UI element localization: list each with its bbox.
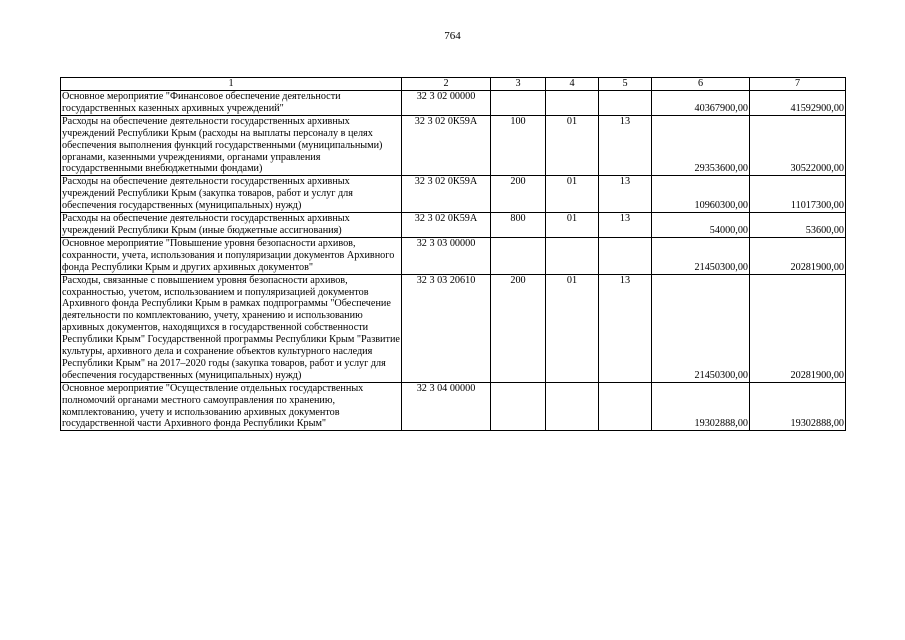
row-amount-7: 19302888,00 <box>750 382 846 431</box>
row-amount-7: 53600,00 <box>750 213 846 238</box>
row-code: 32 3 03 00000 <box>402 237 491 274</box>
header-cell-5: 5 <box>599 78 652 91</box>
row-expense-type <box>491 91 546 116</box>
row-section <box>546 237 599 274</box>
header-cell-3: 3 <box>491 78 546 91</box>
row-amount-7: 41592900,00 <box>750 91 846 116</box>
header-cell-4: 4 <box>546 78 599 91</box>
table-row <box>61 213 846 238</box>
row-code: 32 3 02 0К59А <box>402 115 491 176</box>
page-number: 764 <box>444 30 461 42</box>
row-amount-6: 10960300,00 <box>652 176 750 213</box>
header-row <box>61 78 846 91</box>
row-section: 01 <box>546 213 599 238</box>
table-row <box>61 237 846 274</box>
row-subsection <box>599 237 652 274</box>
row-amount-7: 20281900,00 <box>750 237 846 274</box>
row-subsection: 13 <box>599 176 652 213</box>
row-subsection <box>599 382 652 431</box>
row-section <box>546 382 599 431</box>
row-section: 01 <box>546 115 599 176</box>
row-description: Основное мероприятие "Осуществление отдельных государственных полномочий органами местного самоуправления по хранению, комплектованию, учету и использованию архивных документов государственной части Архивного фонда Республики Крым" <box>61 382 402 431</box>
row-section <box>546 91 599 116</box>
row-subsection: 13 <box>599 115 652 176</box>
row-amount-7: 11017300,00 <box>750 176 846 213</box>
header-cell-6: 6 <box>652 78 750 91</box>
row-code: 32 3 02 0К59А <box>402 213 491 238</box>
row-amount-7: 30522000,00 <box>750 115 846 176</box>
row-expense-type <box>491 237 546 274</box>
row-description: Расходы, связанные с повышением уровня безопасности архивов, сохранностью, учетом, использованием и популяризацией документов Архивного фонда Республики Крым в рамках подпрограммы "Обеспечение деятельности по комплектованию, учету, хранению и использованию архивных документов, находящихся в государственной собственности Республики Крым" Государственной программы Республики Крым "Развитие культуры, архивного дела и сохранение объектов культурного наследия Республики Крым" на 2017–2020 годы (закупка товаров, работ и услуг для обеспечения государственных (муниципальных) нужд) <box>62 274 400 381</box>
row-amount-6: 40367900,00 <box>652 91 750 116</box>
row-expense-type: 800 <box>491 213 546 238</box>
row-description: Расходы на обеспечение деятельности государственных архивных учреждений Республики Крым (закупка товаров, работ и услуг для обеспечения государственных (муниципальных) нужд) <box>61 176 402 213</box>
row-description: Расходы на обеспечение деятельности государственных архивных учреждений Республики Крым (иные бюджетные ассигнования) <box>61 213 402 238</box>
row-description: Расходы на обеспечение деятельности государственных архивных учреждений Республики Крым (расходы на выплаты персоналу в целях обеспечения выполнения функций государственными (муниципальными) органами, казенными учреждениями, органами управления государственными внебюджетными фондами) <box>61 115 402 176</box>
row-expense-type <box>491 382 546 431</box>
row-subsection <box>599 91 652 116</box>
header-cell-7: 7 <box>750 78 846 91</box>
budget-table <box>60 77 846 431</box>
row-expense-type: 200 <box>491 274 546 382</box>
row-amount-6: 19302888,00 <box>652 382 750 431</box>
row-amount-6: 21450300,00 <box>652 274 750 382</box>
row-subsection: 13 <box>599 213 652 238</box>
row-code: 32 3 02 0К59А <box>402 176 491 213</box>
row-section: 01 <box>546 274 599 382</box>
row-amount-7: 20281900,00 <box>750 274 846 382</box>
row-expense-type: 200 <box>491 176 546 213</box>
row-amount-6: 54000,00 <box>652 213 750 238</box>
row-expense-type: 100 <box>491 115 546 176</box>
row-subsection: 13 <box>599 274 652 382</box>
row-code: 32 3 04 00000 <box>402 382 491 431</box>
table-row <box>61 91 846 116</box>
header-cell-2: 2 <box>402 78 491 91</box>
row-amount-6: 29353600,00 <box>652 115 750 176</box>
row-description: Основное мероприятие "Финансовое обеспечение деятельности государственных казенных архивных учреждений" <box>61 91 402 116</box>
row-code: 32 3 02 00000 <box>402 91 491 116</box>
row-section: 01 <box>546 176 599 213</box>
row-code: 32 3 03 20610 <box>402 274 491 382</box>
table-row <box>61 176 846 213</box>
row-description: Основное мероприятие "Повышение уровня безопасности архивов, сохранности, учета, использования и популяризации документов Архивного фонда Республики Крым и других архивных документов" <box>61 237 402 274</box>
table-row <box>61 274 846 382</box>
table-row <box>61 115 846 176</box>
header-cell-1: 1 <box>61 78 402 91</box>
table-row <box>61 382 846 431</box>
row-amount-6: 21450300,00 <box>652 237 750 274</box>
